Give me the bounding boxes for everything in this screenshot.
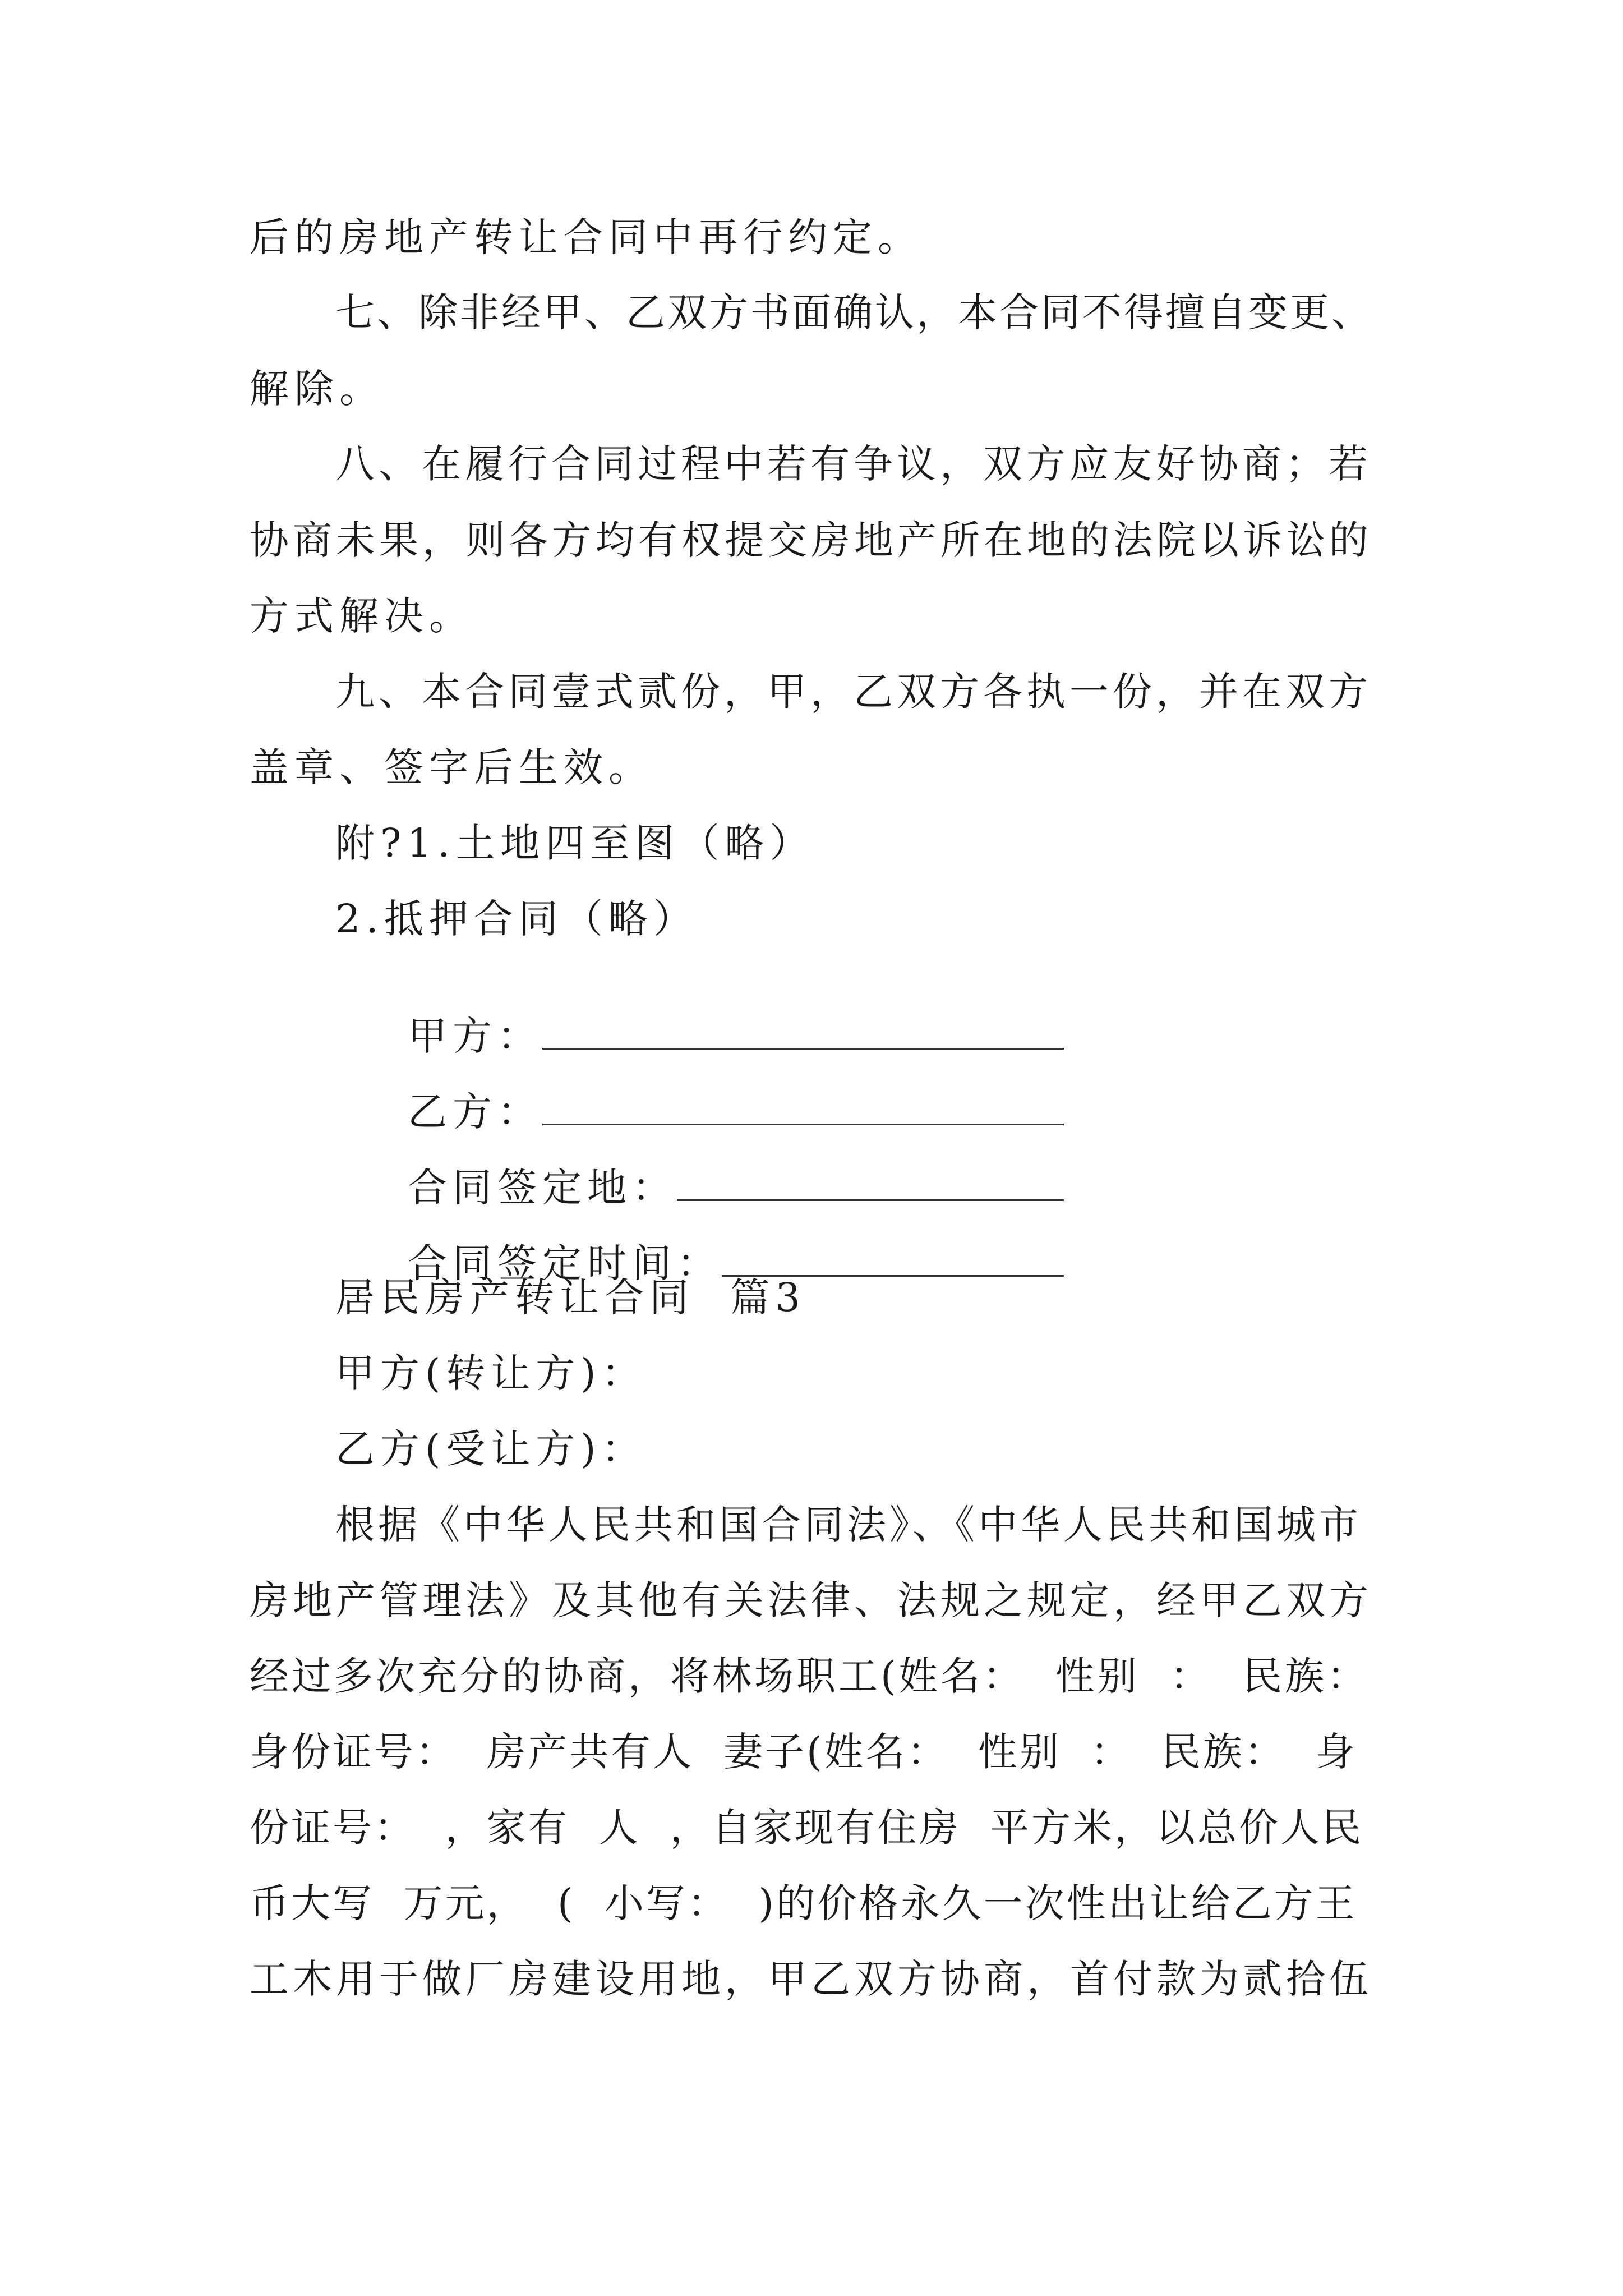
clause-9-line-1: 九、本合同壹式贰份，甲，乙双方各执一份，并在双方 (335, 669, 1372, 715)
party-b-blank-line (542, 1090, 1064, 1125)
section-3-body-line-4: 身份证号： 房产共有人 妻子(姓名： 性别 ： 民族： 身 (250, 1729, 1357, 1775)
attachment-1: 附?1.土地四至图（略） (335, 820, 815, 866)
sign-time-blank-line (722, 1241, 1064, 1277)
sign-time-label: 合同签定时间： (408, 1240, 722, 1286)
section-3-body-line-7: 工木用于做厂房建设用地，甲乙双方协商，首付款为贰拾伍 (250, 1956, 1372, 2002)
section-3-transferee: 乙方(受让方)： (335, 1426, 647, 1472)
section-3-transferor: 甲方(转让方)： (335, 1350, 647, 1396)
clause-9-line-2: 盖章、签字后生效。 (250, 744, 653, 790)
section-3-body-line-2: 房地产管理法》及其他有关法律、法规之规定，经甲乙双方 (250, 1577, 1372, 1623)
section-3-title: 居民房产转让合同 篇3 (335, 1274, 806, 1320)
clause-8-line-2: 协商未果，则各方均有权提交房地产所在地的法院以诉讼的 (250, 517, 1372, 563)
party-b-label: 乙方： (408, 1089, 543, 1135)
party-a-label: 甲方： (408, 1013, 543, 1059)
paragraph-6-tail: 后的房地产转让合同中再行约定。 (250, 214, 923, 260)
attachment-2: 2.抵押合同（略） (335, 896, 698, 942)
section-3-body-line-6: 币大写 万元， ( 小写： )的价格永久一次性出让给乙方王 (250, 1880, 1357, 1926)
section-3-body-line-1: 根据《中华人民共和国合同法》、《中华人民共和国城市 (335, 1502, 1362, 1548)
sign-place-blank-line (677, 1166, 1064, 1201)
clause-7-line-1: 七、除非经甲、乙双方书面确认，本合同不得擅自变更、 (335, 289, 1373, 335)
clause-7-line-2: 解除。 (250, 366, 384, 412)
sign-place-label: 合同签定地： (408, 1165, 677, 1211)
clause-8-line-3: 方式解决。 (250, 593, 474, 639)
section-3-body-line-5: 份证号： ，家有 人 ，自家现有住房 平方米，以总价人民 (250, 1805, 1364, 1851)
clause-8-line-1: 八、在履行合同过程中若有争议，双方应友好协商；若 (335, 441, 1372, 487)
party-a-blank-line (542, 1014, 1064, 1050)
section-3-body-line-3: 经过多次充分的协商，将林场职工(姓名： 性别 ： 民族： (250, 1653, 1369, 1699)
